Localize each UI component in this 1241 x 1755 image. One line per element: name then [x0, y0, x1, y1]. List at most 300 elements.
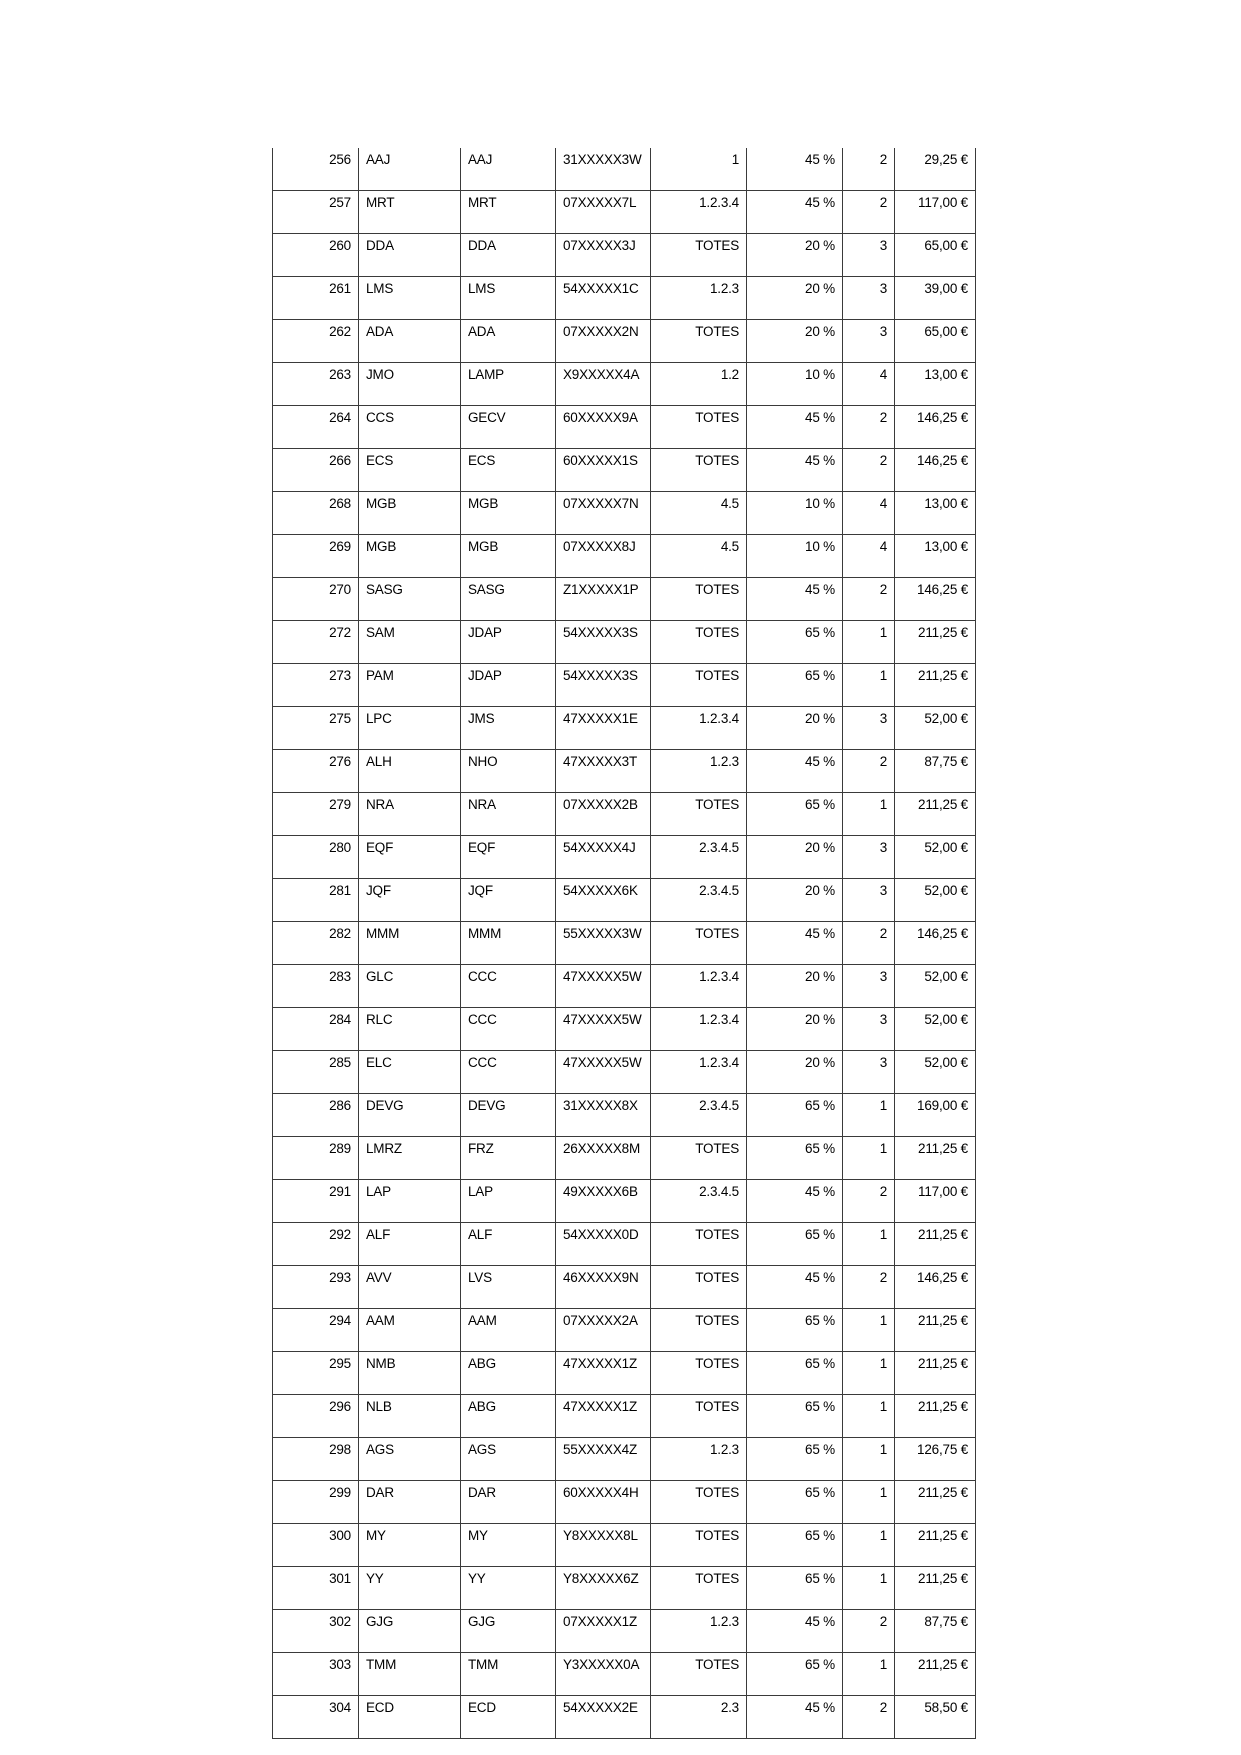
group-code-cell: MGB — [461, 535, 556, 578]
row-number-cell: 284 — [273, 1008, 359, 1051]
amount-cell: 52,00 € — [895, 707, 976, 750]
amount-cell: 211,25 € — [895, 1567, 976, 1610]
table-row — [273, 1008, 976, 1051]
percentage-cell: 65 % — [747, 1137, 843, 1180]
id-code-cell: 54XXXXX3S — [556, 664, 651, 707]
table-row — [273, 1438, 976, 1481]
row-number-cell: 269 — [273, 535, 359, 578]
row-number-cell: 299 — [273, 1481, 359, 1524]
name-code-cell: MRT — [359, 191, 461, 234]
row-number-cell: 280 — [273, 836, 359, 879]
table-row — [273, 621, 976, 664]
amount-cell: 211,25 € — [895, 1223, 976, 1266]
category-cell: 2 — [843, 148, 895, 191]
amount-cell: 65,00 € — [895, 234, 976, 277]
name-code-cell: LPC — [359, 707, 461, 750]
percentage-cell: 65 % — [747, 1309, 843, 1352]
items-cell: 2.3.4.5 — [651, 879, 747, 922]
category-cell: 2 — [843, 449, 895, 492]
table-row — [273, 320, 976, 363]
amount-cell: 52,00 € — [895, 1051, 976, 1094]
id-code-cell: 55XXXXX4Z — [556, 1438, 651, 1481]
row-number-cell: 295 — [273, 1352, 359, 1395]
name-code-cell: ALF — [359, 1223, 461, 1266]
table-row — [273, 836, 976, 879]
id-code-cell: 54XXXXX3S — [556, 621, 651, 664]
group-code-cell: CCC — [461, 1008, 556, 1051]
category-cell: 1 — [843, 1137, 895, 1180]
group-code-cell: ABG — [461, 1352, 556, 1395]
amount-cell: 211,25 € — [895, 664, 976, 707]
id-code-cell: 47XXXXX3T — [556, 750, 651, 793]
items-cell: TOTES — [651, 320, 747, 363]
id-code-cell: Y3XXXXX0A — [556, 1653, 651, 1696]
name-code-cell: LMRZ — [359, 1137, 461, 1180]
percentage-cell: 65 % — [747, 664, 843, 707]
table-row — [273, 1223, 976, 1266]
name-code-cell: ECS — [359, 449, 461, 492]
name-code-cell: MGB — [359, 535, 461, 578]
table-row — [273, 406, 976, 449]
id-code-cell: 07XXXXX2B — [556, 793, 651, 836]
name-code-cell: CCS — [359, 406, 461, 449]
group-code-cell: JDAP — [461, 621, 556, 664]
percentage-cell: 45 % — [747, 578, 843, 621]
id-code-cell: 07XXXXX3J — [556, 234, 651, 277]
percentage-cell: 20 % — [747, 707, 843, 750]
group-code-cell: LVS — [461, 1266, 556, 1309]
row-number-cell: 257 — [273, 191, 359, 234]
id-code-cell: 54XXXXX1C — [556, 277, 651, 320]
group-code-cell: JDAP — [461, 664, 556, 707]
percentage-cell: 20 % — [747, 1008, 843, 1051]
amount-cell: 211,25 € — [895, 1481, 976, 1524]
row-number-cell: 275 — [273, 707, 359, 750]
row-number-cell: 294 — [273, 1309, 359, 1352]
id-code-cell: 54XXXXX6K — [556, 879, 651, 922]
category-cell: 2 — [843, 922, 895, 965]
table-row — [273, 1051, 976, 1094]
group-code-cell: ECD — [461, 1696, 556, 1739]
category-cell: 1 — [843, 1094, 895, 1137]
id-code-cell: 07XXXXX7N — [556, 492, 651, 535]
group-code-cell: MY — [461, 1524, 556, 1567]
amount-cell: 117,00 € — [895, 191, 976, 234]
row-number-cell: 276 — [273, 750, 359, 793]
percentage-cell: 65 % — [747, 1094, 843, 1137]
amount-cell: 146,25 € — [895, 578, 976, 621]
items-cell: 1.2.3 — [651, 750, 747, 793]
percentage-cell: 20 % — [747, 277, 843, 320]
percentage-cell: 65 % — [747, 1653, 843, 1696]
amount-cell: 52,00 € — [895, 836, 976, 879]
category-cell: 1 — [843, 793, 895, 836]
amount-cell: 146,25 € — [895, 406, 976, 449]
name-code-cell: NLB — [359, 1395, 461, 1438]
row-number-cell: 263 — [273, 363, 359, 406]
category-cell: 3 — [843, 836, 895, 879]
table-row — [273, 492, 976, 535]
group-code-cell: LMS — [461, 277, 556, 320]
row-number-cell: 296 — [273, 1395, 359, 1438]
items-cell: 4.5 — [651, 535, 747, 578]
category-cell: 1 — [843, 664, 895, 707]
name-code-cell: ELC — [359, 1051, 461, 1094]
table-row — [273, 1567, 976, 1610]
row-number-cell: 300 — [273, 1524, 359, 1567]
category-cell: 1 — [843, 1309, 895, 1352]
table-row — [273, 1524, 976, 1567]
amount-cell: 211,25 € — [895, 1309, 976, 1352]
group-code-cell: NRA — [461, 793, 556, 836]
records-table — [272, 148, 976, 1739]
items-cell: 1.2.3.4 — [651, 1051, 747, 1094]
table-row — [273, 1266, 976, 1309]
name-code-cell: NMB — [359, 1352, 461, 1395]
amount-cell: 146,25 € — [895, 922, 976, 965]
amount-cell: 211,25 € — [895, 1524, 976, 1567]
name-code-cell: JMO — [359, 363, 461, 406]
items-cell: TOTES — [651, 1524, 747, 1567]
table-row — [273, 363, 976, 406]
id-code-cell: 26XXXXX8M — [556, 1137, 651, 1180]
percentage-cell: 65 % — [747, 793, 843, 836]
items-cell: TOTES — [651, 234, 747, 277]
percentage-cell: 45 % — [747, 406, 843, 449]
percentage-cell: 45 % — [747, 449, 843, 492]
row-number-cell: 292 — [273, 1223, 359, 1266]
row-number-cell: 273 — [273, 664, 359, 707]
category-cell: 4 — [843, 535, 895, 578]
row-number-cell: 268 — [273, 492, 359, 535]
row-number-cell: 266 — [273, 449, 359, 492]
items-cell: TOTES — [651, 1653, 747, 1696]
amount-cell: 126,75 € — [895, 1438, 976, 1481]
name-code-cell: YY — [359, 1567, 461, 1610]
items-cell: 1.2.3 — [651, 277, 747, 320]
name-code-cell: AGS — [359, 1438, 461, 1481]
items-cell: TOTES — [651, 664, 747, 707]
items-cell: TOTES — [651, 1567, 747, 1610]
items-cell: TOTES — [651, 1395, 747, 1438]
table-row — [273, 750, 976, 793]
group-code-cell: ADA — [461, 320, 556, 363]
name-code-cell: DDA — [359, 234, 461, 277]
items-cell: 1.2.3.4 — [651, 191, 747, 234]
amount-cell: 211,25 € — [895, 1653, 976, 1696]
table-row — [273, 277, 976, 320]
table-row — [273, 1094, 976, 1137]
category-cell: 2 — [843, 1180, 895, 1223]
name-code-cell: MY — [359, 1524, 461, 1567]
items-cell: 1.2 — [651, 363, 747, 406]
percentage-cell: 10 % — [747, 492, 843, 535]
row-number-cell: 289 — [273, 1137, 359, 1180]
row-number-cell: 264 — [273, 406, 359, 449]
items-cell: 1.2.3.4 — [651, 707, 747, 750]
items-cell: TOTES — [651, 1352, 747, 1395]
category-cell: 3 — [843, 707, 895, 750]
percentage-cell: 20 % — [747, 320, 843, 363]
category-cell: 3 — [843, 879, 895, 922]
id-code-cell: 47XXXXX5W — [556, 1008, 651, 1051]
group-code-cell: AAM — [461, 1309, 556, 1352]
amount-cell: 13,00 € — [895, 363, 976, 406]
id-code-cell: Y8XXXXX8L — [556, 1524, 651, 1567]
table-row — [273, 1481, 976, 1524]
row-number-cell: 270 — [273, 578, 359, 621]
group-code-cell: NHO — [461, 750, 556, 793]
name-code-cell: DAR — [359, 1481, 461, 1524]
id-code-cell: 60XXXXX4H — [556, 1481, 651, 1524]
id-code-cell: 31XXXXX3W — [556, 148, 651, 191]
name-code-cell: AAM — [359, 1309, 461, 1352]
table-row — [273, 965, 976, 1008]
amount-cell: 169,00 € — [895, 1094, 976, 1137]
id-code-cell: 54XXXXX2E — [556, 1696, 651, 1739]
category-cell: 3 — [843, 965, 895, 1008]
row-number-cell: 282 — [273, 922, 359, 965]
category-cell: 4 — [843, 492, 895, 535]
category-cell: 3 — [843, 234, 895, 277]
category-cell: 3 — [843, 1008, 895, 1051]
name-code-cell: MMM — [359, 922, 461, 965]
row-number-cell: 281 — [273, 879, 359, 922]
percentage-cell: 65 % — [747, 1395, 843, 1438]
amount-cell: 211,25 € — [895, 1395, 976, 1438]
id-code-cell: 47XXXXX1E — [556, 707, 651, 750]
category-cell: 1 — [843, 1223, 895, 1266]
table-row — [273, 1610, 976, 1653]
id-code-cell: 47XXXXX1Z — [556, 1395, 651, 1438]
name-code-cell: JQF — [359, 879, 461, 922]
table-row — [273, 922, 976, 965]
amount-cell: 211,25 € — [895, 793, 976, 836]
category-cell: 3 — [843, 1051, 895, 1094]
name-code-cell: AAJ — [359, 148, 461, 191]
percentage-cell: 20 % — [747, 965, 843, 1008]
category-cell: 2 — [843, 1696, 895, 1739]
amount-cell: 65,00 € — [895, 320, 976, 363]
group-code-cell: SASG — [461, 578, 556, 621]
category-cell: 4 — [843, 363, 895, 406]
table-row — [273, 535, 976, 578]
percentage-cell: 65 % — [747, 1223, 843, 1266]
amount-cell: 146,25 € — [895, 449, 976, 492]
amount-cell: 211,25 € — [895, 1352, 976, 1395]
category-cell: 3 — [843, 320, 895, 363]
items-cell: 1.2.3 — [651, 1438, 747, 1481]
group-code-cell: AGS — [461, 1438, 556, 1481]
row-number-cell: 285 — [273, 1051, 359, 1094]
items-cell: TOTES — [651, 578, 747, 621]
id-code-cell: 07XXXXX7L — [556, 191, 651, 234]
row-number-cell: 298 — [273, 1438, 359, 1481]
id-code-cell: 47XXXXX1Z — [556, 1352, 651, 1395]
table-row — [273, 1696, 976, 1739]
category-cell: 1 — [843, 1653, 895, 1696]
items-cell: 4.5 — [651, 492, 747, 535]
row-number-cell: 303 — [273, 1653, 359, 1696]
name-code-cell: PAM — [359, 664, 461, 707]
percentage-cell: 65 % — [747, 1524, 843, 1567]
group-code-cell: CCC — [461, 1051, 556, 1094]
id-code-cell: 31XXXXX8X — [556, 1094, 651, 1137]
id-code-cell: 47XXXXX5W — [556, 965, 651, 1008]
percentage-cell: 45 % — [747, 191, 843, 234]
name-code-cell: ALH — [359, 750, 461, 793]
group-code-cell: TMM — [461, 1653, 556, 1696]
amount-cell: 87,75 € — [895, 1610, 976, 1653]
name-code-cell: GJG — [359, 1610, 461, 1653]
amount-cell: 211,25 € — [895, 1137, 976, 1180]
percentage-cell: 45 % — [747, 922, 843, 965]
id-code-cell: Z1XXXXX1P — [556, 578, 651, 621]
category-cell: 2 — [843, 578, 895, 621]
category-cell: 2 — [843, 750, 895, 793]
table-row — [273, 1309, 976, 1352]
table-row — [273, 578, 976, 621]
table-row — [273, 1137, 976, 1180]
items-cell: 1.2.3.4 — [651, 1008, 747, 1051]
category-cell: 1 — [843, 1438, 895, 1481]
items-cell: TOTES — [651, 1481, 747, 1524]
percentage-cell: 45 % — [747, 750, 843, 793]
amount-cell: 52,00 € — [895, 965, 976, 1008]
category-cell: 1 — [843, 1524, 895, 1567]
table-row — [273, 1653, 976, 1696]
group-code-cell: MRT — [461, 191, 556, 234]
items-cell: TOTES — [651, 1309, 747, 1352]
group-code-cell: ECS — [461, 449, 556, 492]
items-cell: 2.3 — [651, 1696, 747, 1739]
group-code-cell: DDA — [461, 234, 556, 277]
amount-cell: 87,75 € — [895, 750, 976, 793]
amount-cell: 146,25 € — [895, 1266, 976, 1309]
percentage-cell: 10 % — [747, 363, 843, 406]
id-code-cell: X9XXXXX4A — [556, 363, 651, 406]
row-number-cell: 301 — [273, 1567, 359, 1610]
name-code-cell: AVV — [359, 1266, 461, 1309]
category-cell: 3 — [843, 277, 895, 320]
name-code-cell: DEVG — [359, 1094, 461, 1137]
amount-cell: 13,00 € — [895, 535, 976, 578]
row-number-cell: 286 — [273, 1094, 359, 1137]
row-number-cell: 261 — [273, 277, 359, 320]
name-code-cell: ECD — [359, 1696, 461, 1739]
percentage-cell: 20 % — [747, 836, 843, 879]
items-cell: TOTES — [651, 1223, 747, 1266]
items-cell: TOTES — [651, 793, 747, 836]
amount-cell: 58,50 € — [895, 1696, 976, 1739]
id-code-cell: 60XXXXX9A — [556, 406, 651, 449]
group-code-cell: MMM — [461, 922, 556, 965]
group-code-cell: GJG — [461, 1610, 556, 1653]
amount-cell: 52,00 € — [895, 1008, 976, 1051]
row-number-cell: 262 — [273, 320, 359, 363]
percentage-cell: 65 % — [747, 1438, 843, 1481]
percentage-cell: 65 % — [747, 1481, 843, 1524]
amount-cell: 211,25 € — [895, 621, 976, 664]
items-cell: TOTES — [651, 406, 747, 449]
id-code-cell: 46XXXXX9N — [556, 1266, 651, 1309]
table-row — [273, 191, 976, 234]
group-code-cell: JQF — [461, 879, 556, 922]
category-cell: 1 — [843, 621, 895, 664]
row-number-cell: 304 — [273, 1696, 359, 1739]
id-code-cell: 07XXXXX2A — [556, 1309, 651, 1352]
name-code-cell: TMM — [359, 1653, 461, 1696]
name-code-cell: NRA — [359, 793, 461, 836]
id-code-cell: 54XXXXX0D — [556, 1223, 651, 1266]
name-code-cell: RLC — [359, 1008, 461, 1051]
group-code-cell: LAP — [461, 1180, 556, 1223]
percentage-cell: 45 % — [747, 1266, 843, 1309]
items-cell: 1.2.3 — [651, 1610, 747, 1653]
id-code-cell: 54XXXXX4J — [556, 836, 651, 879]
row-number-cell: 256 — [273, 148, 359, 191]
table-row — [273, 707, 976, 750]
items-cell: 1 — [651, 148, 747, 191]
items-cell: 1.2.3.4 — [651, 965, 747, 1008]
amount-cell: 13,00 € — [895, 492, 976, 535]
percentage-cell: 65 % — [747, 1352, 843, 1395]
name-code-cell: MGB — [359, 492, 461, 535]
table-row — [273, 1352, 976, 1395]
group-code-cell: JMS — [461, 707, 556, 750]
id-code-cell: 60XXXXX1S — [556, 449, 651, 492]
group-code-cell: AAJ — [461, 148, 556, 191]
group-code-cell: ALF — [461, 1223, 556, 1266]
percentage-cell: 65 % — [747, 621, 843, 664]
percentage-cell: 45 % — [747, 1180, 843, 1223]
percentage-cell: 20 % — [747, 879, 843, 922]
category-cell: 1 — [843, 1567, 895, 1610]
items-cell: TOTES — [651, 449, 747, 492]
id-code-cell: Y8XXXXX6Z — [556, 1567, 651, 1610]
group-code-cell: GECV — [461, 406, 556, 449]
row-number-cell: 260 — [273, 234, 359, 277]
name-code-cell: GLC — [359, 965, 461, 1008]
row-number-cell: 293 — [273, 1266, 359, 1309]
row-number-cell: 279 — [273, 793, 359, 836]
group-code-cell: DEVG — [461, 1094, 556, 1137]
id-code-cell: 07XXXXX1Z — [556, 1610, 651, 1653]
percentage-cell: 20 % — [747, 234, 843, 277]
amount-cell: 117,00 € — [895, 1180, 976, 1223]
category-cell: 1 — [843, 1352, 895, 1395]
records-table-body — [273, 148, 976, 1739]
items-cell: TOTES — [651, 922, 747, 965]
row-number-cell: 283 — [273, 965, 359, 1008]
name-code-cell: SASG — [359, 578, 461, 621]
group-code-cell: ABG — [461, 1395, 556, 1438]
group-code-cell: FRZ — [461, 1137, 556, 1180]
items-cell: 2.3.4.5 — [651, 836, 747, 879]
group-code-cell: CCC — [461, 965, 556, 1008]
group-code-cell: EQF — [461, 836, 556, 879]
name-code-cell: LAP — [359, 1180, 461, 1223]
category-cell: 1 — [843, 1395, 895, 1438]
group-code-cell: LAMP — [461, 363, 556, 406]
name-code-cell: LMS — [359, 277, 461, 320]
percentage-cell: 45 % — [747, 1610, 843, 1653]
table-row — [273, 664, 976, 707]
group-code-cell: MGB — [461, 492, 556, 535]
group-code-cell: YY — [461, 1567, 556, 1610]
percentage-cell: 45 % — [747, 148, 843, 191]
id-code-cell: 49XXXXX6B — [556, 1180, 651, 1223]
